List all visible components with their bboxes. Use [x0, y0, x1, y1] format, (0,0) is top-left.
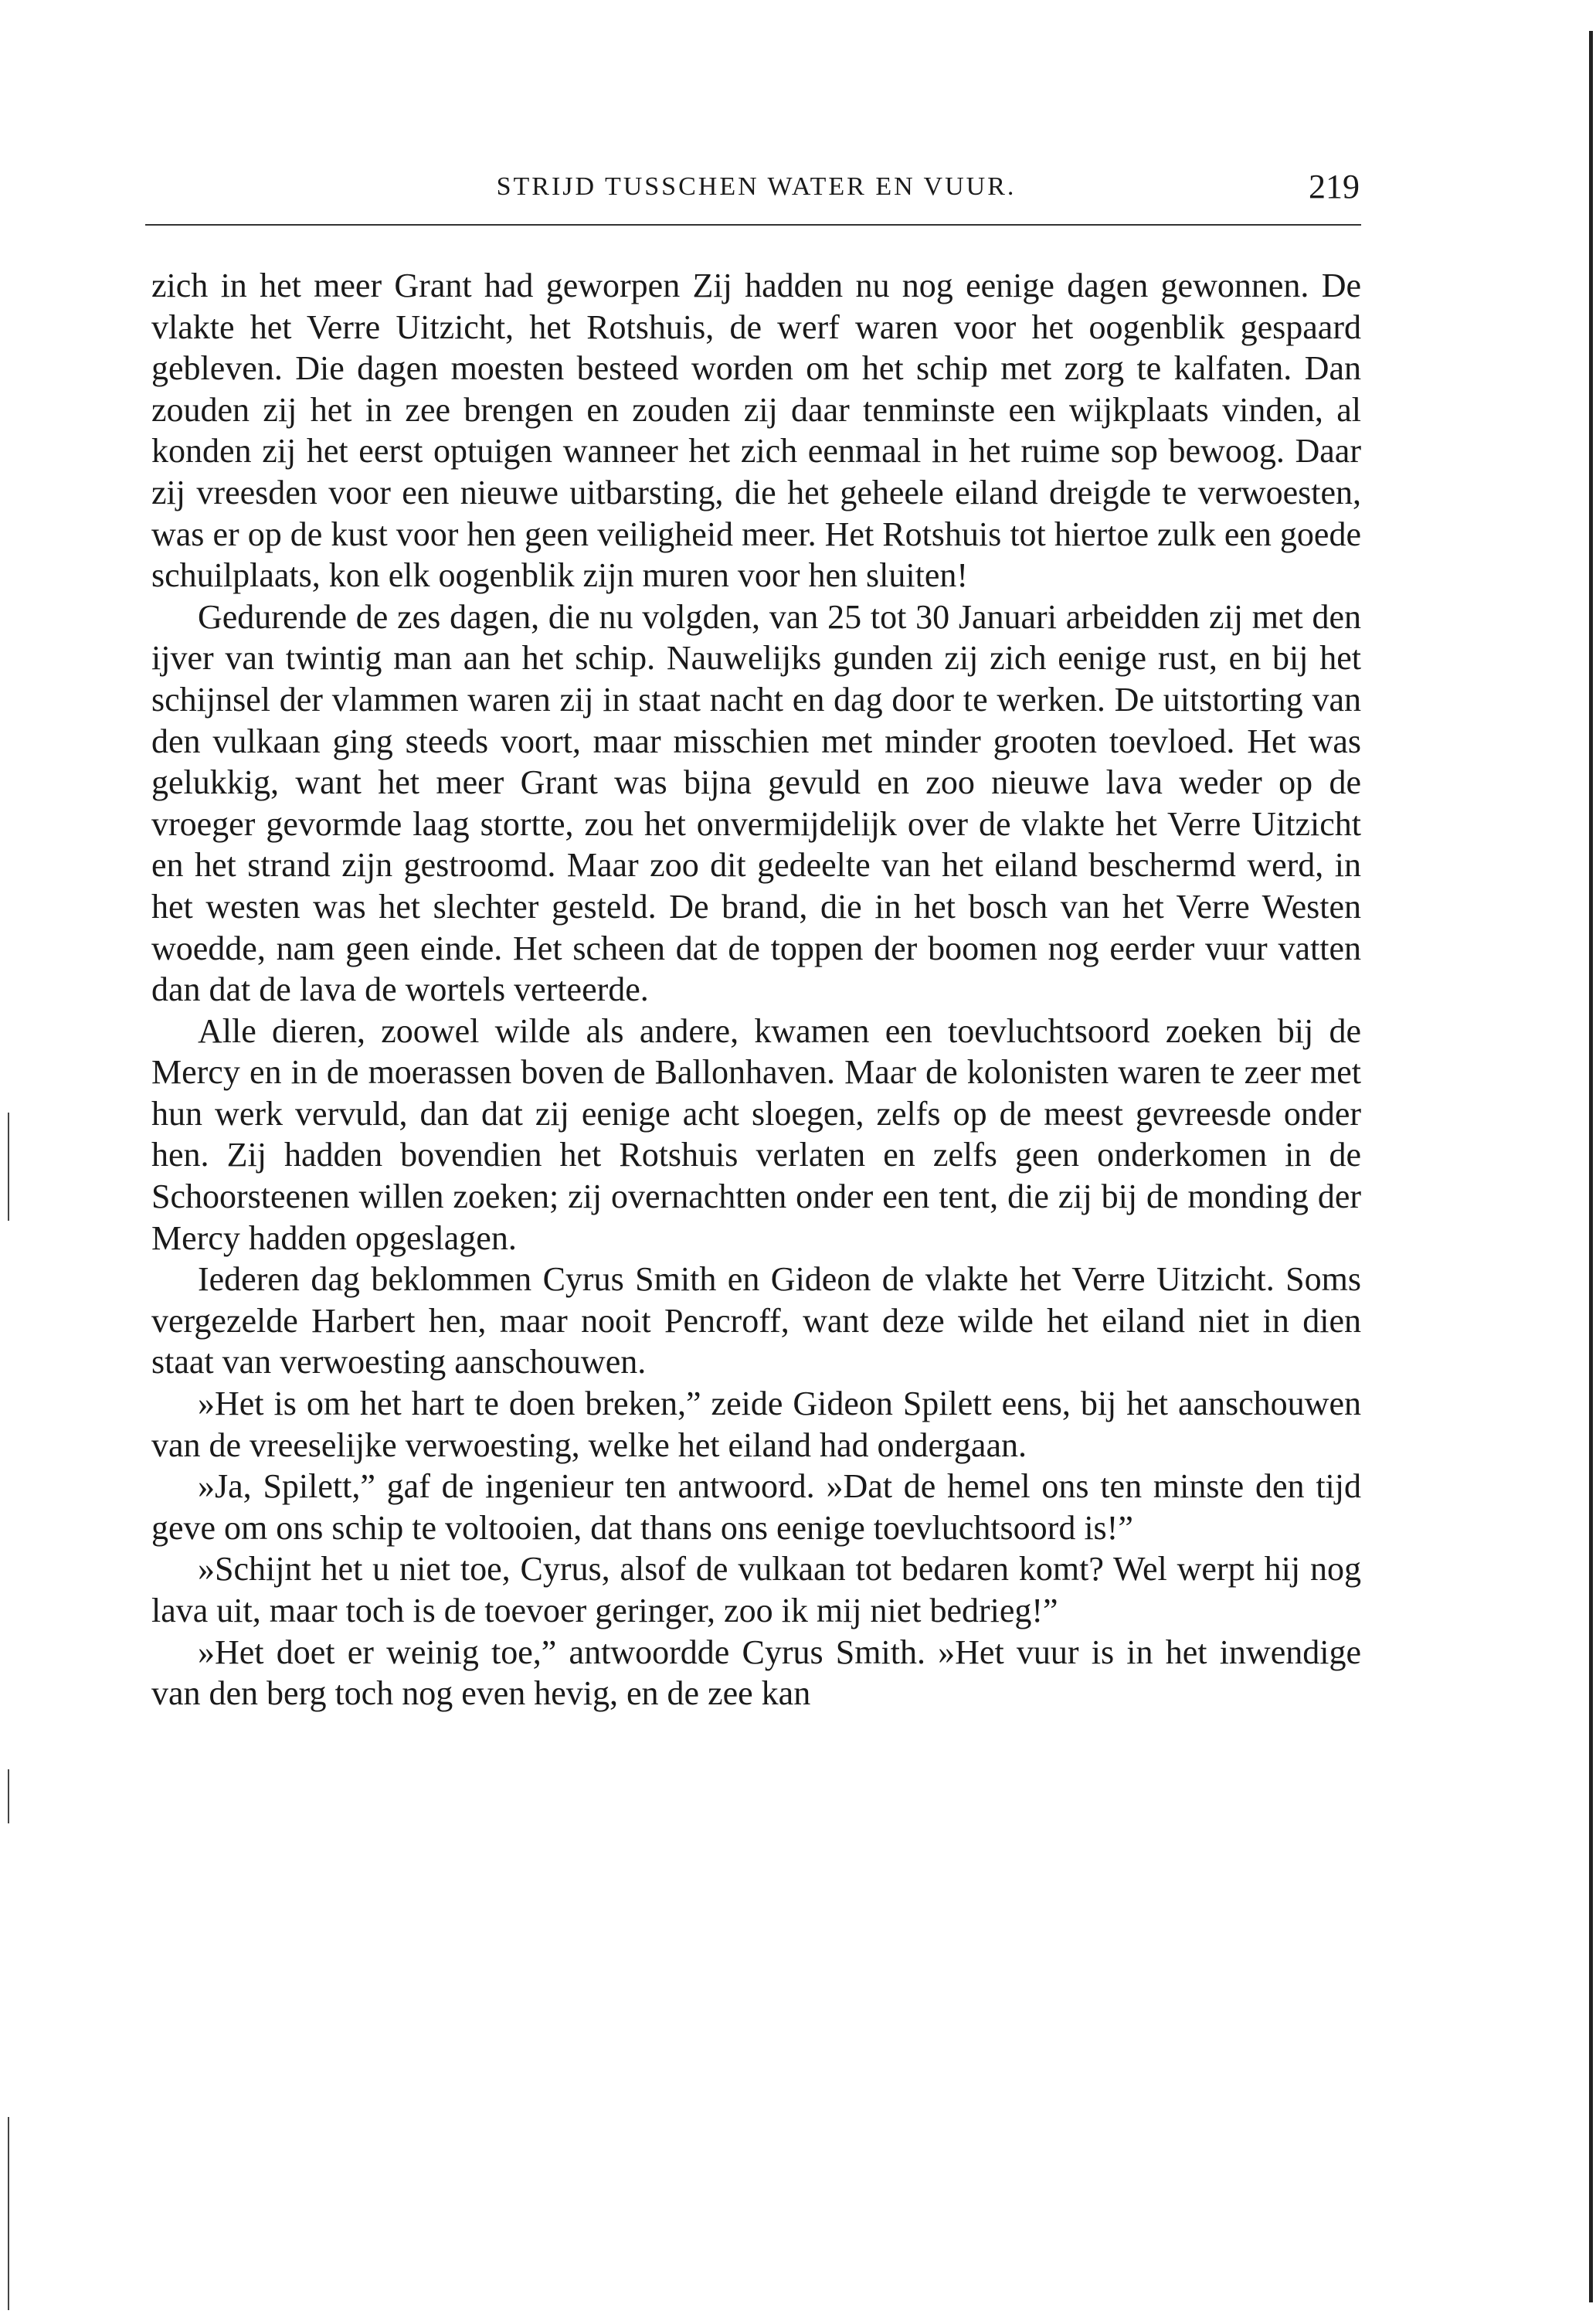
body-text	[151, 265, 1361, 1714]
page-number: 219	[1309, 168, 1360, 206]
scan-margin-mark	[8, 1113, 9, 1221]
running-header	[151, 164, 1361, 210]
paragraph: Alle dieren, zoowel wilde als andere, kwamen een toevluchtsoord zoeken bij de Mercy en in de moerassen boven de Ballonhaven. Maar de kolonisten waren te zeer met hun werk vervuld, dan dat zij eenige acht sloegen, zelfs op de meest gevreesde onder hen. Zij hadden bovendien het Rotshuis verlaten en zelfs geen onderkomen in de Schoorsteenen willen zoeken; zij overnachtten onder een tent, die zij bij de monding der Mercy hadden opgeslagen.	[151, 1011, 1361, 1257]
paragraph: Gedurende de zes dagen, die nu volgden, van 25 tot 30 Januari arbeidden zij met den ijver van twintig man aan het schip. Nauwelijks gunden zij zich eenige rust, en bij het schijnsel der vlammen waren zij in staat nacht en dag door te werken. De uitstorting van den vulkaan ging steeds voort, maar misschien met minder grooten toevloed. Het was gelukkig, want het meer Grant was bijna gevuld en zoo nieuwe lava weder op de vroeger gevormde laag stortte, zou het onvermijdelijk over de vlakte het Verre Uitzicht en het strand zijn gestroomd. Maar zoo dit gedeelte van het eiland beschermd werd, in het westen was het slechter gesteld. De brand, die in het bosch van het Verre Westen woedde, nam geen einde. Het scheen dat de toppen der boomen nog eerder vuur vatten dan dat de lava de wortels verteerde.	[151, 597, 1361, 1009]
scan-margin-mark	[8, 1769, 9, 1823]
paragraph: »Schijnt het u niet toe, Cyrus, alsof de vulkaan tot bedaren komt? Wel werpt hij nog lava uit, maar toch is de toevoer geringer, zoo ik mij niet bedrieg!”	[151, 1550, 1361, 1629]
page-edge-shadow	[1589, 31, 1593, 2302]
paragraph: Iederen dag beklommen Cyrus Smith en Gideon de vlakte het Verre Uitzicht. Soms vergezelde Harbert hen, maar nooit Pencroff, want deze wilde het eiland niet in dien staat van verwoesting aanschouwen.	[151, 1260, 1361, 1381]
paragraph: »Het doet er weinig toe,” antwoordde Cyrus Smith. »Het vuur is in het inwendige van den berg toch nog even hevig, en de zee kan	[151, 1633, 1361, 1713]
paragraph: »Ja, Spilett,” gaf de ingenieur ten antwoord. »Dat de hemel ons ten minste den tijd geve om ons schip te voltooien, dat thans ons eenige toevluchtsoord is!”	[151, 1467, 1361, 1547]
paragraph: »Het is om het hart te doen breken,” zeide Gideon Spilett eens, bij het aanschouwen van de vreeselijke verwoesting, welke het eiland had ondergaan.	[151, 1385, 1361, 1464]
paragraph: zich in het meer Grant had geworpen Zij hadden nu nog eenige dagen gewonnen. De vlakte het Verre Uitzicht, het Rotshuis, de werf waren voor het oogenblik gespaard gebleven. Die dagen moesten besteed worden om het schip met zorg te kalfaten. Dan zouden zij het in zee brengen en zouden zij daar tenminste een wijkplaats vinden, al konden zij het eerst optuigen wanneer het zich eenmaal in het ruime sop bewoog. Daar zij vreesden voor een nieuwe uitbarsting, die het geheele eiland dreigde te verwoesten, was er op de kust voor hen geen veiligheid meer. Het Rotshuis tot hiertoe zulk een goede schuilplaats, kon elk oogenblik zijn muren voor hen sluiten!	[151, 267, 1361, 595]
scan-margin-mark	[8, 2117, 9, 2310]
running-title: STRIJD TUSSCHEN WATER EN VUUR.	[496, 172, 1017, 201]
header-rule	[145, 224, 1361, 226]
